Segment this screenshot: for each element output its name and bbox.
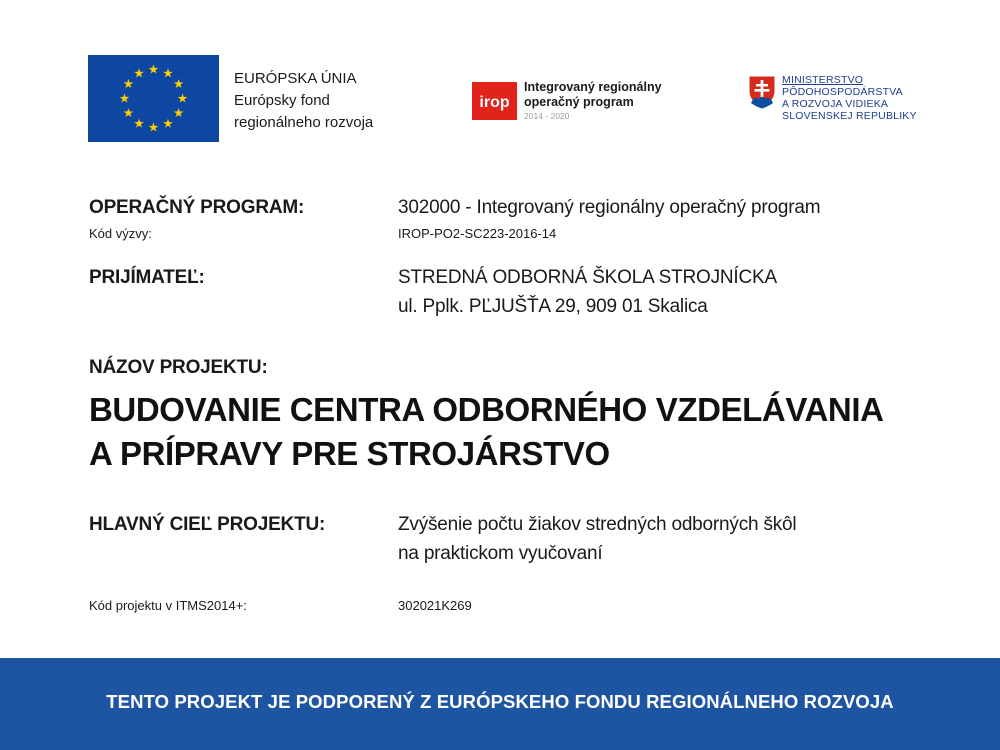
irop-logo-text: irop bbox=[479, 94, 510, 111]
irop-name-line2: operačný program bbox=[524, 95, 634, 109]
eu-stars-icon bbox=[88, 55, 219, 142]
operational-program-value: 302000 - Integrovaný regionálny operačný program bbox=[398, 197, 821, 218]
irop-caption bbox=[524, 80, 684, 122]
eu-star-icon bbox=[174, 79, 184, 88]
project-name-label: NÁZOV PROJEKTU: bbox=[89, 357, 268, 378]
eu-star-icon bbox=[124, 108, 134, 117]
irop-period: 2014 - 2020 bbox=[524, 111, 570, 121]
eu-star-icon bbox=[178, 94, 188, 103]
footer-text: TENTO PROJEKT JE PODPORENÝ Z EURÓPSKEHO FONDU REGIONÁLNEHO ROZVOJA bbox=[106, 691, 894, 712]
call-code-label: Kód výzvy: bbox=[89, 226, 152, 241]
eu-star-icon bbox=[134, 119, 144, 128]
eu-star-icon bbox=[174, 108, 184, 117]
ministry-caption bbox=[782, 74, 917, 122]
call-code-value: IROP-PO2-SC223-2016-14 bbox=[398, 226, 557, 241]
project-title-line2: A PRÍPRAVY PRE STROJÁRSTVO bbox=[89, 435, 610, 472]
slovak-coat-of-arms-icon bbox=[748, 75, 776, 109]
eu-star-icon bbox=[163, 68, 173, 77]
eu-caption-line3: regionálneho rozvoja bbox=[234, 114, 374, 131]
project-goal-line2: na praktickom vyučovaní bbox=[398, 543, 603, 564]
eu-caption-line2: Európsky fond bbox=[234, 92, 330, 109]
footer-banner bbox=[0, 658, 1000, 750]
eu-caption bbox=[234, 68, 373, 134]
project-title bbox=[89, 388, 884, 476]
ministry-line1: MINISTERSTVO bbox=[782, 74, 864, 86]
itms-code-value: 302021K269 bbox=[398, 598, 472, 613]
eu-star-icon bbox=[134, 68, 144, 77]
operational-program-label: OPERAČNÝ PROGRAM: bbox=[89, 197, 305, 218]
irop-logo bbox=[472, 82, 517, 120]
eu-star-icon bbox=[124, 79, 134, 88]
eu-star-icon bbox=[149, 65, 159, 74]
ministry-line2: PÔDOHOSPODÁRSTVA bbox=[782, 86, 903, 98]
recipient-name: STREDNÁ ODBORNÁ ŠKOLA STROJNÍCKA bbox=[398, 267, 777, 288]
project-goal-line1: Zvýšenie počtu žiakov stredných odborných škôl bbox=[398, 514, 797, 535]
ministry-line4: SLOVENSKEJ REPUBLIKY bbox=[782, 110, 917, 122]
project-goal-label: HLAVNÝ CIEĽ PROJEKTU: bbox=[89, 514, 326, 535]
ministry-line3: A ROZVOJA VIDIEKA bbox=[782, 98, 889, 110]
eu-star-icon bbox=[120, 94, 130, 103]
itms-code-label: Kód projektu v ITMS2014+: bbox=[89, 598, 247, 613]
eu-star-icon bbox=[163, 119, 173, 128]
recipient-address: ul. Pplk. PĽJUŠŤA 29, 909 01 Skalica bbox=[398, 296, 708, 317]
eu-caption-line1: EURÓPSKA ÚNIA bbox=[234, 70, 357, 87]
irop-program-name bbox=[524, 80, 684, 110]
eu-flag-logo bbox=[88, 55, 219, 142]
eu-star-icon bbox=[149, 123, 159, 132]
project-title-line1: BUDOVANIE CENTRA ODBORNÉHO VZDELÁVANIA bbox=[89, 391, 884, 428]
recipient-label: PRIJÍMATEĽ: bbox=[89, 267, 205, 288]
irop-name-line1: Integrovaný regionálny bbox=[524, 80, 662, 94]
